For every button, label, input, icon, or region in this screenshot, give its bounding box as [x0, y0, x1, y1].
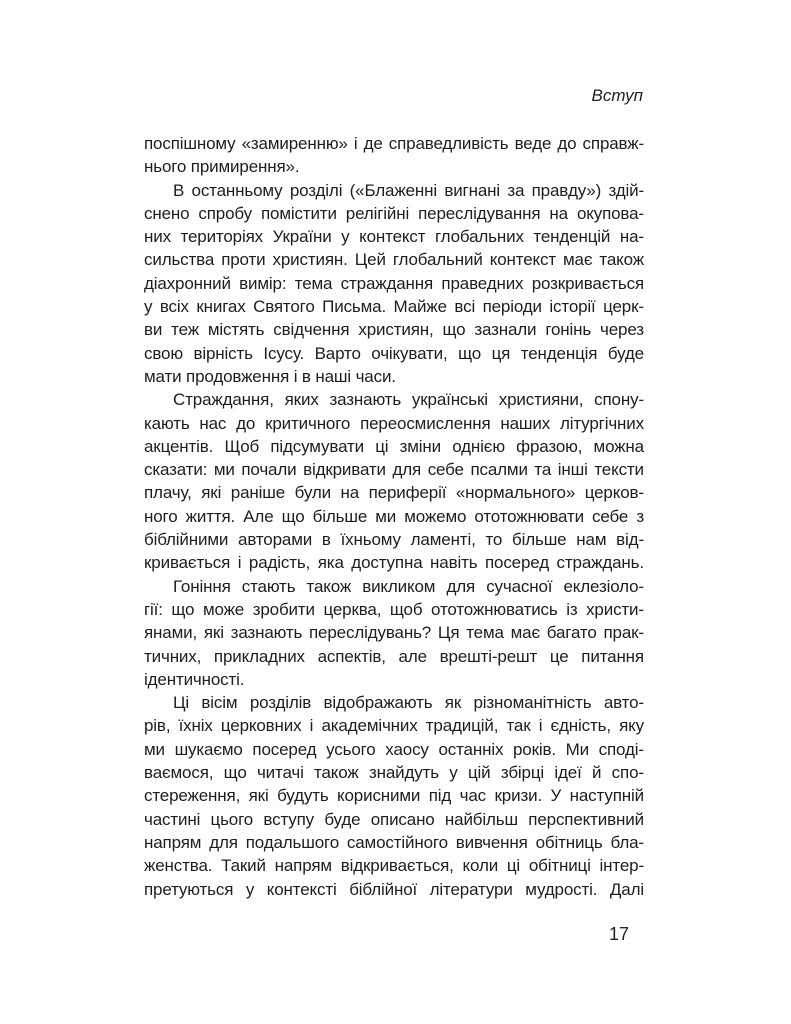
text-line: ного життя. Але що більше ми можемо ототожнювати себе з: [144, 506, 644, 526]
text-line: претуються у контексті біблійної літератури мудрості. Далі: [144, 879, 644, 899]
text-line: плачу, які раніше були на периферії «нормального» церков-: [144, 483, 644, 503]
running-head: Вступ: [591, 86, 643, 105]
text-line: ваємося, що читачі також знайдуть у цій збірці ідеї й спо-: [144, 763, 644, 783]
text-line: нього примирення».: [144, 157, 300, 177]
text-line: Страждання, яких зазнають українські християни, спону-: [173, 390, 644, 410]
text-line: рів, їхніх церковних і академічних традицій, так і єдність, яку: [144, 716, 644, 736]
text-line: женства. Такий напрям відкривається, коли ці обітниці інтер-: [144, 856, 644, 876]
text-line: у всіх книгах Святого Письма. Майже всі періоди історії церк-: [144, 297, 644, 317]
text-line: акцентів. Щоб підсумувати ці зміни однією фразою, можна: [144, 436, 644, 456]
page-number: 17: [608, 924, 629, 944]
text-line: поспішному «замиренню» і де справедливість веде до справж-: [144, 134, 644, 153]
text-line: ми шукаємо посеред усього хаосу останніх років. Ми споді-: [144, 739, 644, 759]
text-line: В останньому розділі («Блаженні вигнані за правду») здій-: [173, 180, 644, 200]
text-line: янами, які зазнають переслідувань? Ця тема має багато прак-: [144, 623, 644, 643]
text-line: кають нас до критичного переосмислення наших літургічних: [144, 413, 644, 433]
text-line: них територіях України у контекст глобальних тенденцій на-: [144, 227, 644, 247]
text-line: діахронний вимір: тема страждання праведних розкривається: [144, 273, 644, 293]
text-line: сильства проти християн. Цей глобальний контекст має також: [144, 250, 644, 270]
text-line: сказати: ми почали відкривати для себе псалми та інші тексти: [144, 460, 644, 480]
text-line: стереження, які будуть корисними під час кризи. У наступній: [144, 786, 644, 806]
text-line: напрям для подальшого самостійного вивчення обітниць бла-: [144, 832, 644, 852]
text-line: тичних, прикладних аспектів, але врешті-решт це питання: [144, 646, 644, 666]
text-line: частині цього вступу буде описано найбільш перспективний: [144, 809, 644, 829]
text-line: свою вірність Ісусу. Варто очікувати, що ця тенденція буде: [144, 343, 644, 363]
text-line: Ці вісім розділів відображають як різноманітність авто-: [173, 693, 644, 713]
text-line: ідентичності.: [144, 669, 245, 689]
text-line: мати продовження і в наші часи.: [144, 366, 396, 386]
body-text: [144, 132, 644, 901]
text-line: Гоніння стають також викликом для сучасної еклезіоло-: [173, 576, 644, 596]
text-line: біблійними авторами в їхньому ламенті, то більше нам від-: [144, 530, 644, 550]
text-line: кривається і радість, яка доступна навіть посеред страждань.: [144, 553, 644, 573]
text-line: гії: що може зробити церква, щоб ототожнюватись із христи-: [144, 599, 644, 619]
text-line: ви теж містять свідчення християн, що зазнали гонінь через: [144, 320, 644, 340]
text-line: снено спробу помістити релігійні переслідування на окупова-: [144, 203, 644, 223]
